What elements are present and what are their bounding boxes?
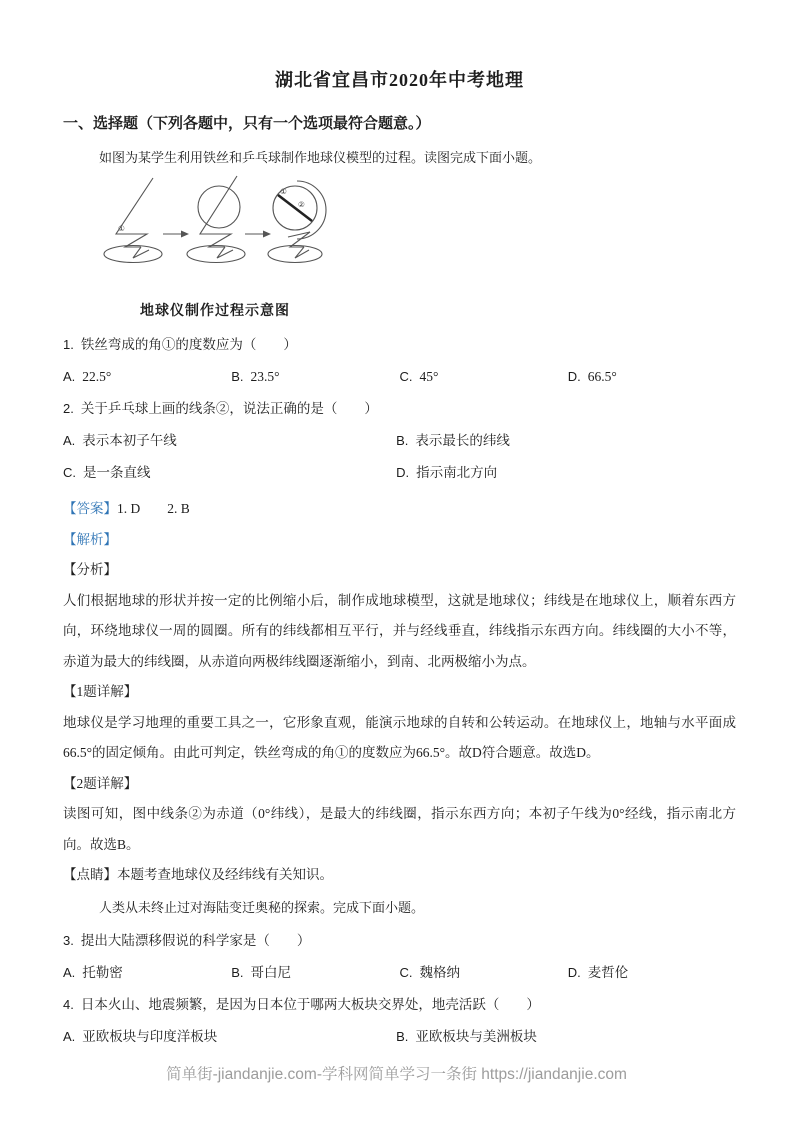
question-4-options bbox=[63, 1026, 736, 1048]
question-group-intro-1: 如图为某学生利用铁丝和乒乓球制作地球仪模型的过程。读图完成下面小题。 bbox=[99, 150, 542, 165]
question-4 bbox=[63, 994, 736, 1016]
option-4a: A. 亚欧板块与印度洋板块 bbox=[63, 1028, 218, 1044]
figure-caption: 地球仪制作过程示意图 bbox=[140, 304, 290, 319]
question-1-options bbox=[63, 366, 736, 388]
arrow-right-icon bbox=[245, 231, 271, 238]
question-2-options-row-2 bbox=[63, 462, 736, 484]
angle-one-label: ① bbox=[118, 224, 125, 233]
question-1 bbox=[63, 334, 736, 356]
question-1-number: 1. bbox=[63, 337, 74, 352]
question-1-text: 铁丝弯成的角①的度数应为（ ） bbox=[80, 337, 297, 352]
option-2c: C. 是一条直线 bbox=[63, 465, 151, 480]
option-1b: B. 23.5° bbox=[231, 369, 280, 384]
analysis-paragraph: 人们根据地球的形状并按一定的比例缩小后，制作成地球模型，这就是地球仪；纬线是在地球仪上，顺着东西方向，环绕地球仪一周的圆圈。所有的纬线都相互平行，并与经线垂直，纬线指示东西方向。纬线圈的大小不等，赤道为最大的纬线圈，从赤道向两极纬线圈逐渐缩小，到南、北两极缩小为点。 bbox=[63, 592, 736, 669]
document-content bbox=[63, 0, 736, 1058]
detail-1-label-line bbox=[63, 677, 736, 708]
analysis-label: 【分析】 bbox=[63, 562, 117, 577]
ball-stage bbox=[187, 176, 245, 263]
option-3c: C. 魏格纳 bbox=[399, 964, 460, 980]
answer-text: 1. D 2. B bbox=[117, 501, 190, 516]
watermark-footer: 简单街-jiandanjie.com-学科网简单学习一条街 https://jiandanjie.com bbox=[166, 1066, 627, 1083]
explanation-line bbox=[63, 525, 736, 556]
answer-label: 【答案】 bbox=[63, 501, 117, 516]
option-4b: B. 亚欧板块与美洲板块 bbox=[396, 1028, 537, 1044]
tip-text: 本题考查地球仪及经纬线有关知识。 bbox=[117, 867, 333, 882]
globe-stage bbox=[268, 181, 326, 263]
question-3-text: 提出大陆漂移假说的科学家是（ ） bbox=[80, 932, 311, 948]
question-3-options bbox=[63, 962, 736, 984]
detail-2-label: 【2题详解】 bbox=[63, 775, 138, 791]
tip-line bbox=[63, 860, 736, 891]
explanation-label: 【解析】 bbox=[63, 531, 117, 547]
axis-tip-label: ① bbox=[280, 187, 287, 196]
question-2-number: 2. bbox=[63, 401, 74, 416]
question-4-text: 日本火山、地震频繁，是因为日本位于哪两大板块交界处，地壳活跃（ ） bbox=[80, 996, 540, 1012]
question-4-number: 4. bbox=[63, 996, 74, 1012]
answer-line bbox=[63, 494, 736, 525]
question-2 bbox=[63, 398, 736, 420]
option-1c: C. 45° bbox=[399, 369, 439, 384]
option-2d: D. 指示南北方向 bbox=[396, 465, 498, 480]
question-group-intro-2: 人类从未终止过对海陆变迁奥秘的探索。完成下面小题。 bbox=[99, 899, 425, 915]
option-2b: B. 表示最长的纬线 bbox=[396, 433, 510, 448]
wire-stage bbox=[104, 178, 162, 263]
globe-making-diagram bbox=[97, 174, 333, 298]
option-3d: D. 麦哲伦 bbox=[567, 964, 629, 980]
option-3a: A. 托勒密 bbox=[63, 964, 123, 980]
section-heading-choice-questions: 一、选择题（下列各题中，只有一个选项最符合题意。） bbox=[63, 116, 431, 132]
tip-label: 【点睛】 bbox=[63, 867, 117, 882]
globe-making-figure bbox=[97, 174, 333, 320]
equator-line-label: ② bbox=[298, 200, 305, 209]
page-title: 湖北省宜昌市2020年中考地理 bbox=[275, 70, 524, 90]
arrow-right-icon bbox=[163, 231, 189, 238]
question-2-text: 关于乒乓球上画的线条②，说法正确的是（ ） bbox=[80, 401, 378, 416]
detail-1-label: 【1题详解】 bbox=[63, 684, 138, 699]
detail-1-paragraph: 地球仪是学习地理的重要工具之一，它形象直观，能演示地球的自转和公转运动。在地球仪上，地轴与水平面成66.5°的固定倾角。由此可判定，铁丝弯成的角①的度数应为66.5°。故D符合题意。故选D。 bbox=[63, 714, 736, 760]
question-2-options-row-1 bbox=[63, 430, 736, 452]
question-3-number: 3. bbox=[63, 932, 74, 948]
option-3b: B. 哥白尼 bbox=[231, 964, 292, 980]
option-2a: A. 表示本初子午线 bbox=[63, 433, 177, 448]
option-1a: A. 22.5° bbox=[63, 369, 112, 384]
question-3 bbox=[63, 930, 736, 952]
detail-2-paragraph: 读图可知，图中线条②为赤道（0°纬线），是最大的纬线圈，指示东西方向；本初子午线为0°经线，指示南北方向。故选B。 bbox=[63, 806, 736, 852]
analysis-label-line bbox=[63, 555, 736, 586]
detail-2-label-line bbox=[63, 769, 736, 800]
option-1d: D. 66.5° bbox=[567, 369, 617, 384]
